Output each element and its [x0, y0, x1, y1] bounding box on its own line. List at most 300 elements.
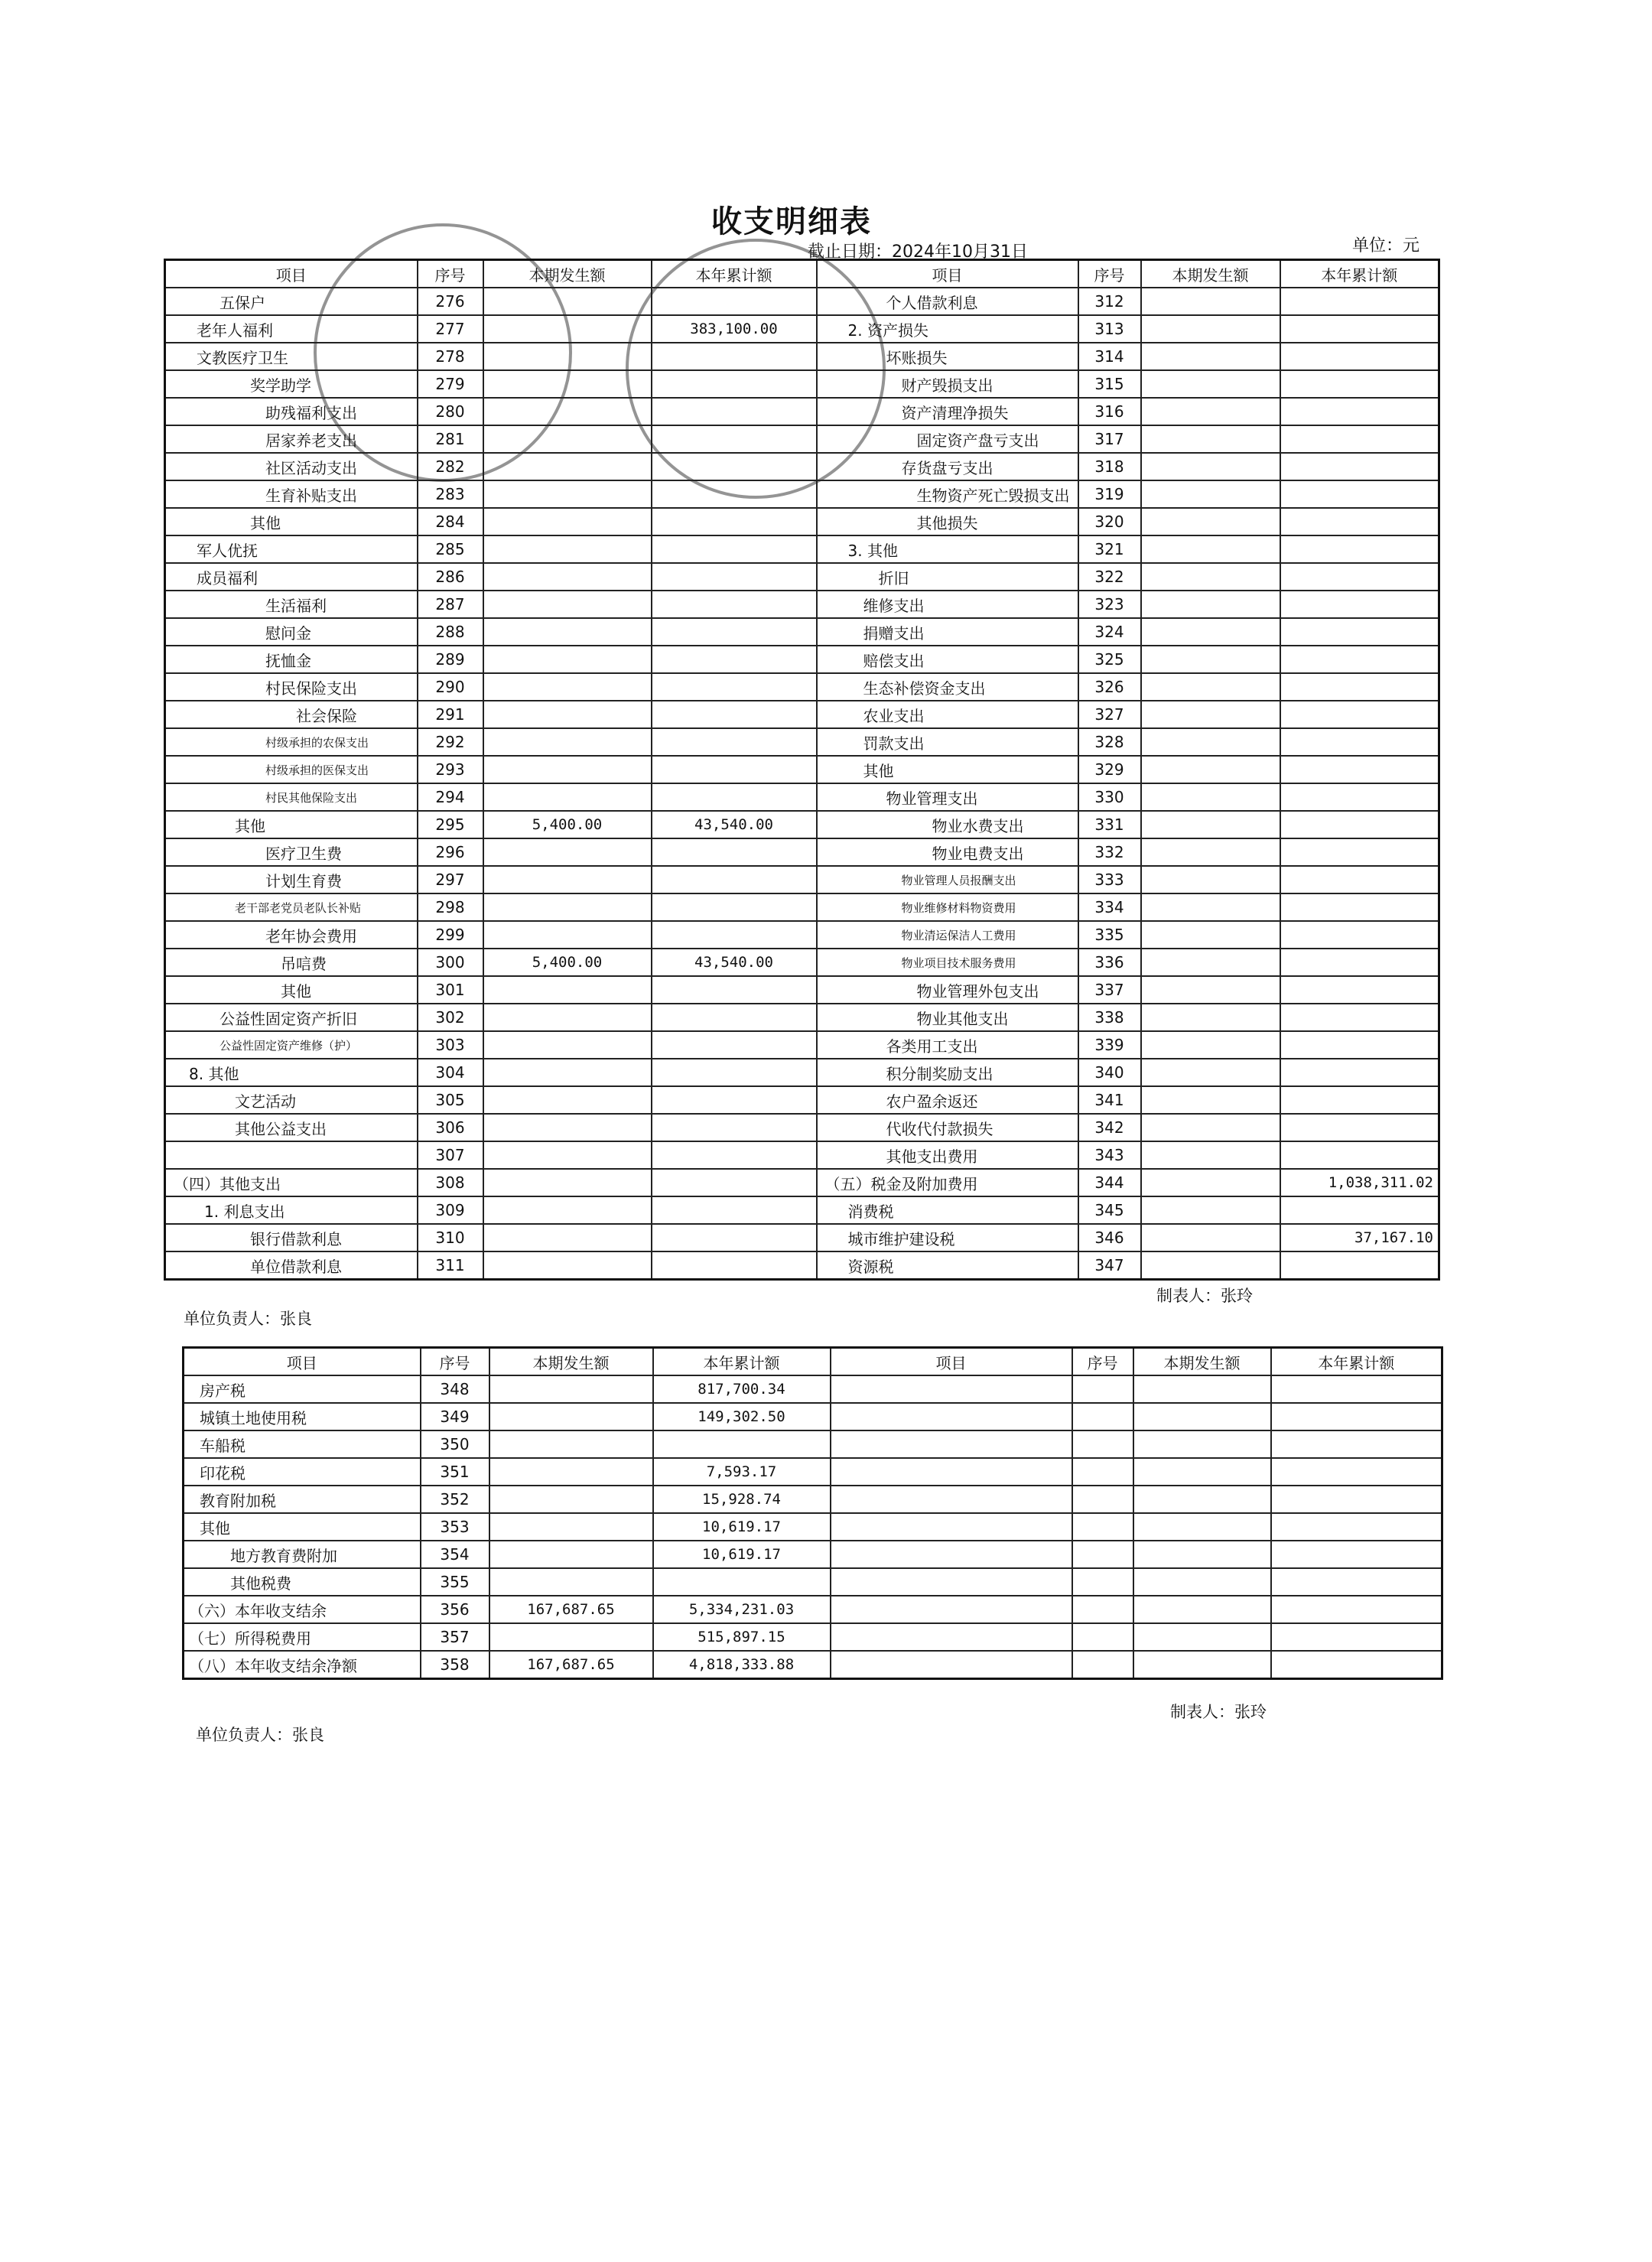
item-label-right [831, 1541, 1072, 1568]
item-label-right [831, 1486, 1072, 1513]
ytd-amount-right [1280, 563, 1439, 591]
serial-number-right: 335 [1078, 921, 1141, 949]
item-label-right: 生物资产死亡毁损支出 [817, 480, 1078, 508]
table-row [165, 1196, 1439, 1224]
serial-number: 349 [421, 1403, 489, 1430]
current-amount [483, 1004, 652, 1031]
item-label-right: 坏账损失 [817, 343, 1078, 370]
serial-number: 348 [421, 1375, 489, 1403]
item-label-right: 物业电费支出 [817, 838, 1078, 866]
item-label-right: （五）税金及附加费用 [817, 1169, 1078, 1196]
serial-number: 352 [421, 1486, 489, 1513]
current-amount [483, 288, 652, 315]
item-label: 村民保险支出 [165, 673, 418, 701]
serial-number-right: 346 [1078, 1224, 1141, 1251]
current-amount-right [1141, 811, 1280, 838]
current-amount [483, 1059, 652, 1086]
table-row [184, 1403, 1442, 1430]
item-label: （六）本年收支结余 [184, 1596, 421, 1623]
table-row [165, 728, 1439, 756]
col-header-no: 序号 [421, 1348, 489, 1376]
table-row [184, 1568, 1442, 1596]
ytd-amount-right [1280, 838, 1439, 866]
current-amount [483, 1224, 652, 1251]
current-amount [489, 1513, 653, 1541]
ytd-amount [652, 893, 817, 921]
current-amount [483, 480, 652, 508]
item-label-right: 农户盈余返还 [817, 1086, 1078, 1114]
current-amount-right [1141, 288, 1280, 315]
serial-number-right [1072, 1430, 1133, 1458]
serial-number: 351 [421, 1458, 489, 1486]
serial-number: 311 [418, 1251, 483, 1280]
item-label-right: 物业管理支出 [817, 783, 1078, 811]
serial-number: 355 [421, 1568, 489, 1596]
current-amount [483, 838, 652, 866]
preparer-signature: 制表人：张玲 [1170, 1703, 1267, 1721]
item-label-right [831, 1568, 1072, 1596]
serial-number-right: 340 [1078, 1059, 1141, 1086]
ytd-amount: 383,100.00 [652, 315, 817, 343]
current-amount-right [1141, 1141, 1280, 1169]
item-label [165, 1141, 418, 1169]
serial-number: 281 [418, 425, 483, 453]
item-label: 抚恤金 [165, 646, 418, 673]
item-label-right: 代收代付款损失 [817, 1114, 1078, 1141]
item-label-right [831, 1403, 1072, 1430]
currency-unit: 单位：元 [1352, 236, 1420, 255]
serial-number-right [1072, 1596, 1133, 1623]
serial-number: 309 [418, 1196, 483, 1224]
current-amount [483, 893, 652, 921]
table-row [165, 1004, 1439, 1031]
item-label: （八）本年收支结余净额 [184, 1651, 421, 1679]
item-label: 文教医疗卫生 [165, 343, 418, 370]
ytd-amount [652, 976, 817, 1004]
ytd-amount: 10,619.17 [653, 1513, 831, 1541]
item-label-right: 物业项目技术服务费用 [817, 949, 1078, 976]
table-row [165, 370, 1439, 398]
table-row [165, 701, 1439, 728]
current-amount [489, 1375, 653, 1403]
serial-number-right [1072, 1541, 1133, 1568]
table-row [165, 838, 1439, 866]
item-label-right [831, 1513, 1072, 1541]
col-header-ytd: 本年累计额 [653, 1348, 831, 1376]
current-amount-right [1133, 1458, 1271, 1486]
table-row [165, 673, 1439, 701]
col-header-current-right: 本期发生额 [1133, 1348, 1271, 1376]
item-label: 公益性固定资产维修（护） [165, 1031, 418, 1059]
current-amount [483, 1141, 652, 1169]
current-amount-right [1133, 1403, 1271, 1430]
current-amount-right [1141, 1251, 1280, 1280]
item-label-right [831, 1458, 1072, 1486]
ytd-amount: 15,928.74 [653, 1486, 831, 1513]
serial-number-right [1072, 1623, 1133, 1651]
ytd-amount-right [1280, 398, 1439, 425]
ytd-amount [652, 1114, 817, 1141]
table-header-row [184, 1348, 1442, 1376]
serial-number-right [1072, 1403, 1133, 1430]
current-amount-right [1141, 343, 1280, 370]
ytd-amount-right [1280, 1114, 1439, 1141]
ytd-amount [652, 288, 817, 315]
current-amount-right [1133, 1568, 1271, 1596]
ytd-amount-right [1280, 288, 1439, 315]
serial-number-right: 336 [1078, 949, 1141, 976]
serial-number-right: 314 [1078, 343, 1141, 370]
serial-number: 299 [418, 921, 483, 949]
current-amount [483, 921, 652, 949]
item-label: 银行借款利息 [165, 1224, 418, 1251]
current-amount-right [1141, 370, 1280, 398]
serial-number: 353 [421, 1513, 489, 1541]
ytd-amount-right [1271, 1596, 1442, 1623]
table-row [165, 315, 1439, 343]
ytd-amount-right [1280, 893, 1439, 921]
item-label: 房产税 [184, 1375, 421, 1403]
col-header-item: 项目 [184, 1348, 421, 1376]
col-header-current-right: 本期发生额 [1141, 260, 1280, 288]
serial-number: 289 [418, 646, 483, 673]
serial-number-right: 341 [1078, 1086, 1141, 1114]
current-amount [483, 1169, 652, 1196]
ytd-amount-right [1280, 673, 1439, 701]
serial-number: 303 [418, 1031, 483, 1059]
table-row [165, 453, 1439, 480]
col-header-no-right: 序号 [1078, 260, 1141, 288]
ytd-amount: 10,619.17 [653, 1541, 831, 1568]
table-row [165, 866, 1439, 893]
serial-number: 279 [418, 370, 483, 398]
ytd-amount-right [1280, 1086, 1439, 1114]
current-amount-right [1133, 1513, 1271, 1541]
current-amount-right [1141, 921, 1280, 949]
current-amount-right [1133, 1651, 1271, 1679]
current-amount [489, 1403, 653, 1430]
item-label-right: 其他支出费用 [817, 1141, 1078, 1169]
item-label: 其他 [184, 1513, 421, 1541]
current-amount-right [1141, 1196, 1280, 1224]
current-amount [489, 1458, 653, 1486]
ytd-amount [652, 535, 817, 563]
ytd-amount [652, 453, 817, 480]
ytd-amount-right [1280, 949, 1439, 976]
item-label-right: 个人借款利息 [817, 288, 1078, 315]
col-header-current: 本期发生额 [489, 1348, 653, 1376]
item-label-right: 消费税 [817, 1196, 1078, 1224]
serial-number-right [1072, 1486, 1133, 1513]
table-row [165, 976, 1439, 1004]
table-row [184, 1430, 1442, 1458]
ytd-amount: 4,818,333.88 [653, 1651, 831, 1679]
cutoff-date: 截止日期：2024年10月31日 [808, 242, 1028, 262]
serial-number: 287 [418, 591, 483, 618]
table-header-row [165, 260, 1439, 288]
detail-table-main [164, 259, 1440, 1281]
current-amount [483, 1031, 652, 1059]
item-label: 奖学助学 [165, 370, 418, 398]
ytd-amount-right [1280, 1004, 1439, 1031]
current-amount-right [1141, 563, 1280, 591]
current-amount-right [1141, 646, 1280, 673]
table-row [165, 288, 1439, 315]
item-label: 医疗卫生费 [165, 838, 418, 866]
serial-number-right: 327 [1078, 701, 1141, 728]
item-label: 老干部老党员老队长补贴 [165, 893, 418, 921]
item-label-right [831, 1623, 1072, 1651]
table-row [165, 480, 1439, 508]
item-label: 村级承担的农保支出 [165, 728, 418, 756]
current-amount-right [1141, 701, 1280, 728]
item-label: （七）所得税费用 [184, 1623, 421, 1651]
item-label: 其他 [165, 508, 418, 535]
ytd-amount [652, 343, 817, 370]
ytd-amount-right [1280, 453, 1439, 480]
ytd-amount-right [1280, 370, 1439, 398]
ytd-amount [652, 921, 817, 949]
ytd-amount [652, 1196, 817, 1224]
ytd-amount-right: 1,038,311.02 [1280, 1169, 1439, 1196]
ytd-amount [652, 398, 817, 425]
current-amount-right [1141, 756, 1280, 783]
current-amount [483, 453, 652, 480]
table-row [165, 1141, 1439, 1169]
ytd-amount-right [1271, 1623, 1442, 1651]
current-amount-right [1133, 1596, 1271, 1623]
current-amount [483, 646, 652, 673]
serial-number: 350 [421, 1430, 489, 1458]
serial-number: 292 [418, 728, 483, 756]
ytd-amount [652, 370, 817, 398]
item-label: 军人优抚 [165, 535, 418, 563]
current-amount [489, 1623, 653, 1651]
table-row [184, 1375, 1442, 1403]
item-label-right: 其他 [817, 756, 1078, 783]
current-amount [483, 701, 652, 728]
unit-head-signature: 单位负责人：张良 [184, 1310, 312, 1328]
table-row [165, 783, 1439, 811]
current-amount-right [1141, 949, 1280, 976]
item-label: 吊唁费 [165, 949, 418, 976]
ytd-amount-right [1280, 508, 1439, 535]
current-amount [483, 976, 652, 1004]
current-amount [483, 1196, 652, 1224]
serial-number-right: 315 [1078, 370, 1141, 398]
current-amount-right [1141, 783, 1280, 811]
table-row [165, 1224, 1439, 1251]
current-amount-right [1133, 1541, 1271, 1568]
item-label-right [831, 1651, 1072, 1679]
current-amount-right [1141, 1031, 1280, 1059]
item-label-right [831, 1430, 1072, 1458]
item-label: 其他 [165, 811, 418, 838]
item-label: 慰问金 [165, 618, 418, 646]
col-header-ytd: 本年累计额 [652, 260, 817, 288]
serial-number-right: 339 [1078, 1031, 1141, 1059]
serial-number-right: 329 [1078, 756, 1141, 783]
serial-number: 280 [418, 398, 483, 425]
serial-number: 298 [418, 893, 483, 921]
item-label: 单位借款利息 [165, 1251, 418, 1280]
current-amount-right [1141, 1004, 1280, 1031]
item-label-right: 物业其他支出 [817, 1004, 1078, 1031]
current-amount-right [1141, 508, 1280, 535]
current-amount [489, 1541, 653, 1568]
serial-number-right: 320 [1078, 508, 1141, 535]
ytd-amount [652, 618, 817, 646]
serial-number-right: 328 [1078, 728, 1141, 756]
serial-number: 310 [418, 1224, 483, 1251]
item-label-right: 3. 其他 [817, 535, 1078, 563]
current-amount-right [1141, 398, 1280, 425]
table-row [165, 1114, 1439, 1141]
current-amount [483, 535, 652, 563]
ytd-amount: 817,700.34 [653, 1375, 831, 1403]
table-row [165, 508, 1439, 535]
serial-number: 295 [418, 811, 483, 838]
current-amount-right [1141, 453, 1280, 480]
current-amount [483, 783, 652, 811]
serial-number: 358 [421, 1651, 489, 1679]
item-label-right: 资源税 [817, 1251, 1078, 1280]
item-label: 村级承担的医保支出 [165, 756, 418, 783]
current-amount: 5,400.00 [483, 949, 652, 976]
serial-number: 304 [418, 1059, 483, 1086]
current-amount: 167,687.65 [489, 1651, 653, 1679]
current-amount-right [1133, 1486, 1271, 1513]
serial-number-right: 323 [1078, 591, 1141, 618]
ytd-amount [652, 1169, 817, 1196]
ytd-amount [652, 728, 817, 756]
page-title: 收支明细表 [711, 204, 872, 239]
item-label-right [831, 1375, 1072, 1403]
current-amount [483, 866, 652, 893]
current-amount-right [1141, 728, 1280, 756]
serial-number: 277 [418, 315, 483, 343]
ytd-amount-right [1280, 1196, 1439, 1224]
current-amount [489, 1486, 653, 1513]
ytd-amount [652, 480, 817, 508]
table-row [165, 1251, 1439, 1280]
ytd-amount [652, 756, 817, 783]
ytd-amount-right [1280, 480, 1439, 508]
serial-number-right: 344 [1078, 1169, 1141, 1196]
serial-number: 301 [418, 976, 483, 1004]
current-amount [483, 673, 652, 701]
item-label: 助残福利支出 [165, 398, 418, 425]
serial-number-right: 312 [1078, 288, 1141, 315]
serial-number: 282 [418, 453, 483, 480]
table-row [165, 921, 1439, 949]
ytd-amount [652, 1086, 817, 1114]
ytd-amount-right [1280, 425, 1439, 453]
table-row [165, 1059, 1439, 1086]
ytd-amount [652, 701, 817, 728]
ytd-amount [652, 1004, 817, 1031]
item-label: 成员福利 [165, 563, 418, 591]
item-label-right: 财产毁损支出 [817, 370, 1078, 398]
current-amount-right [1133, 1623, 1271, 1651]
ytd-amount-right [1280, 756, 1439, 783]
current-amount-right [1141, 591, 1280, 618]
ytd-amount-right [1280, 976, 1439, 1004]
serial-number: 293 [418, 756, 483, 783]
item-label: 老年人福利 [165, 315, 418, 343]
detail-table-tax [182, 1346, 1443, 1680]
serial-number-right: 330 [1078, 783, 1141, 811]
serial-number-right: 322 [1078, 563, 1141, 591]
item-label-right: 资产清理净损失 [817, 398, 1078, 425]
item-label-right: 捐赠支出 [817, 618, 1078, 646]
serial-number-right: 325 [1078, 646, 1141, 673]
ytd-amount-right [1280, 728, 1439, 756]
ytd-amount [652, 591, 817, 618]
current-amount [483, 425, 652, 453]
col-header-no-right: 序号 [1072, 1348, 1133, 1376]
table-row [165, 343, 1439, 370]
serial-number-right: 316 [1078, 398, 1141, 425]
current-amount [483, 618, 652, 646]
ytd-amount [653, 1430, 831, 1458]
ytd-amount-right: 37,167.10 [1280, 1224, 1439, 1251]
current-amount [483, 398, 652, 425]
table-row [165, 893, 1439, 921]
ytd-amount-right [1271, 1568, 1442, 1596]
serial-number: 286 [418, 563, 483, 591]
item-label: 1. 利息支出 [165, 1196, 418, 1224]
item-label: 村民其他保险支出 [165, 783, 418, 811]
item-label: 文艺活动 [165, 1086, 418, 1114]
serial-number-right: 331 [1078, 811, 1141, 838]
ytd-amount-right [1280, 921, 1439, 949]
ytd-amount [652, 673, 817, 701]
current-amount-right [1141, 425, 1280, 453]
col-header-item-right: 项目 [831, 1348, 1072, 1376]
table-row [184, 1513, 1442, 1541]
item-label: 计划生育费 [165, 866, 418, 893]
current-amount [483, 728, 652, 756]
ytd-amount-right [1271, 1541, 1442, 1568]
ytd-amount-right [1271, 1513, 1442, 1541]
table-row [184, 1486, 1442, 1513]
serial-number: 284 [418, 508, 483, 535]
item-label-right: 物业水费支出 [817, 811, 1078, 838]
unit-head-signature: 单位负责人：张良 [196, 1726, 324, 1744]
current-amount-right [1141, 480, 1280, 508]
ytd-amount [652, 1059, 817, 1086]
ytd-amount-right [1280, 1031, 1439, 1059]
col-header-item: 项目 [165, 260, 418, 288]
current-amount-right [1141, 866, 1280, 893]
table-row [165, 1086, 1439, 1114]
ytd-amount-right [1280, 783, 1439, 811]
current-amount [483, 756, 652, 783]
ytd-amount [652, 1251, 817, 1280]
current-amount-right [1141, 618, 1280, 646]
ytd-amount-right [1280, 1059, 1439, 1086]
item-label-right: 城市维护建设税 [817, 1224, 1078, 1251]
ytd-amount-right [1271, 1375, 1442, 1403]
table-row [184, 1596, 1442, 1623]
serial-number-right: 332 [1078, 838, 1141, 866]
serial-number: 302 [418, 1004, 483, 1031]
ytd-amount: 515,897.15 [653, 1623, 831, 1651]
serial-number-right [1072, 1568, 1133, 1596]
item-label-right [831, 1596, 1072, 1623]
ytd-amount [652, 646, 817, 673]
